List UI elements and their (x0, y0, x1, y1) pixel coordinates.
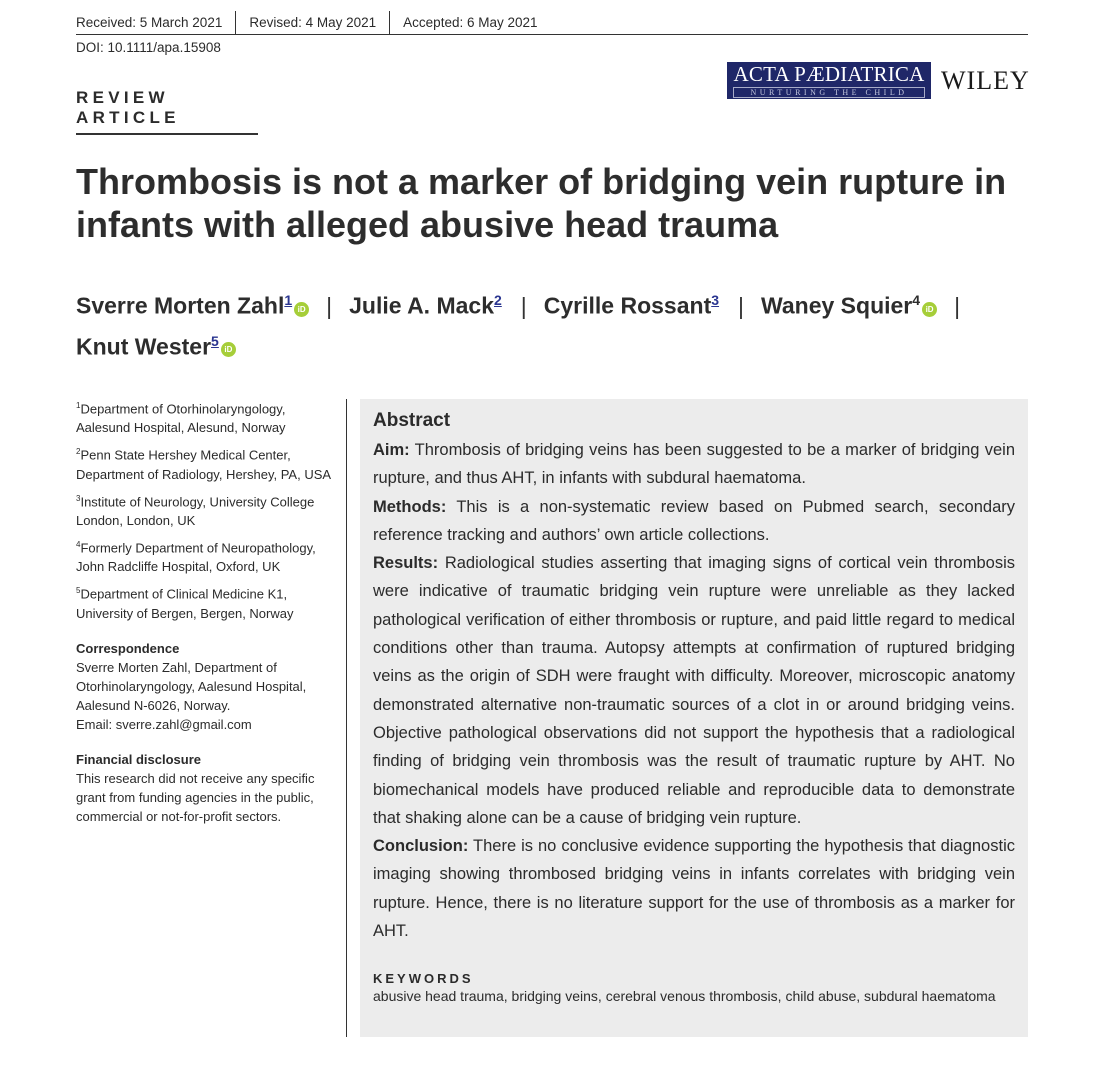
accepted-date: Accepted: 6 May 2021 (403, 15, 538, 30)
affiliation-link[interactable]: 1 (284, 292, 293, 308)
abstract-heading: Abstract (373, 410, 451, 431)
keywords-list: abusive head trauma, bridging veins, cerebral venous thrombosis, child abuse, subdural haematoma (373, 988, 996, 1005)
author-separator: | (954, 292, 961, 319)
received-date: Received: 5 March 2021 (76, 11, 236, 34)
affiliation-marker: 4 (912, 292, 921, 308)
author-list (76, 283, 1036, 364)
keywords-heading: KEYWORDS (373, 971, 474, 987)
article-title: Thrombosis is not a marker of bridging vein rupture in infants with alleged abusive head trauma (76, 161, 1007, 245)
author-separator: | (520, 292, 527, 319)
correspondence-text: Sverre Morten Zahl, Department of Otorhinolaryngology, Aalesund Hospital, Aalesund N-6026, Norway. (76, 659, 307, 713)
orcid-icon[interactable]: iD (922, 302, 937, 317)
abstract-aim: Aim: Thrombosis of bridging veins has been suggested to be a marker of bridging vein rupture, and thus AHT, in infants with subdural haematoma. (373, 441, 1015, 488)
affiliation: $^2$Penn State Hershey Medical Center, Department of Radiology, Hershey, PA, USA (76, 447, 332, 482)
publication-dates (76, 11, 1028, 35)
journal-name: ACTA PÆDIATRICA (733, 62, 925, 86)
abstract-methods: Methods: This is a non-systematic review based on Pubmed search, secondary reference tracking and authors’ own article collections. (373, 497, 1015, 544)
journal-logos (727, 62, 1030, 99)
revised-date: Revised: 4 May 2021 (236, 11, 390, 34)
affiliation-link[interactable]: 5 (211, 332, 219, 349)
author-separator: | (738, 292, 745, 319)
financial-text: This research did not receive any specific grant from funding agencies in the public, commercial or not-for-profit sectors. (76, 770, 315, 824)
column-divider (346, 399, 347, 1037)
doi[interactable]: DOI: 10.1111/apa.15908 (76, 40, 221, 55)
author-name: Cyrille Rossant (543, 292, 712, 319)
affiliation-link[interactable]: 2 (494, 292, 502, 308)
abstract-results: Results: Radiological studies asserting that imaging signs of cortical vein thrombosis were indicative of traumatic bridging vein rupture were unreliable as they lacked pathological verification of either thrombosis or rupture, and paid little regard to medical conditions other than trauma. Autopsy attempts at confirmation of ruptured bridging veins as the origin of SDH were fraught with difficulty. Moreover, microscopic anatomy demonstrated alternative non-traumatic sources of a clot in or around bridging veins. Objective pathological observations did not support the hypothesis that a radiological finding of bridging vein thrombosis was the result of traumatic rupture by AHT. No biomechanical models have produced reliable and reproducible data to demonstrate that shaking alone can be a cause of bridging vein rupture. (373, 554, 1015, 827)
affiliation: $^1$Department of Otorhinolaryngology, Aalesund Hospital, Alesund, Norway (76, 401, 286, 436)
author-separator: | (326, 292, 333, 319)
abstract-box (360, 399, 1028, 1037)
publisher-logo: WILEY (941, 65, 1030, 95)
financial-heading: Financial disclosure (76, 751, 201, 767)
journal-logo (727, 62, 931, 99)
author-name: Julie A. Mack (349, 292, 494, 319)
affiliations-column (76, 396, 334, 826)
article-type: REVIEW ARTICLE (76, 88, 258, 135)
affiliation: $^4$Formerly Department of Neuropathology, John Radcliffe Hospital, Oxford, UK (76, 539, 316, 575)
correspondence-email[interactable]: Email: sverre.zahl@gmail.com (76, 716, 252, 732)
orcid-icon[interactable]: iD (294, 302, 309, 317)
correspondence-heading: Correspondence (76, 640, 180, 656)
journal-tagline: NURTURING THE CHILD (733, 87, 925, 98)
abstract-conclusion: Conclusion: There is no conclusive evidence supporting the hypothesis that diagnostic imaging showing thrombosed bridging veins in infants correlates with bridging vein rupture. Hence, there is no literature support for the use of thrombosis as a marker for AHT. (373, 837, 1015, 941)
author-name: Sverre Morten Zahl (76, 292, 285, 319)
affiliation-link[interactable]: 3 (711, 292, 720, 308)
affiliation: $^3$Institute of Neurology, University College London, London, UK (76, 493, 315, 528)
author-name: Knut Wester (76, 333, 212, 360)
author-name: Waney Squier (761, 292, 913, 319)
affiliation: $^5$Department of Clinical Medicine K1, University of Bergen, Bergen, Norway (76, 586, 294, 621)
orcid-icon[interactable]: iD (221, 342, 236, 357)
